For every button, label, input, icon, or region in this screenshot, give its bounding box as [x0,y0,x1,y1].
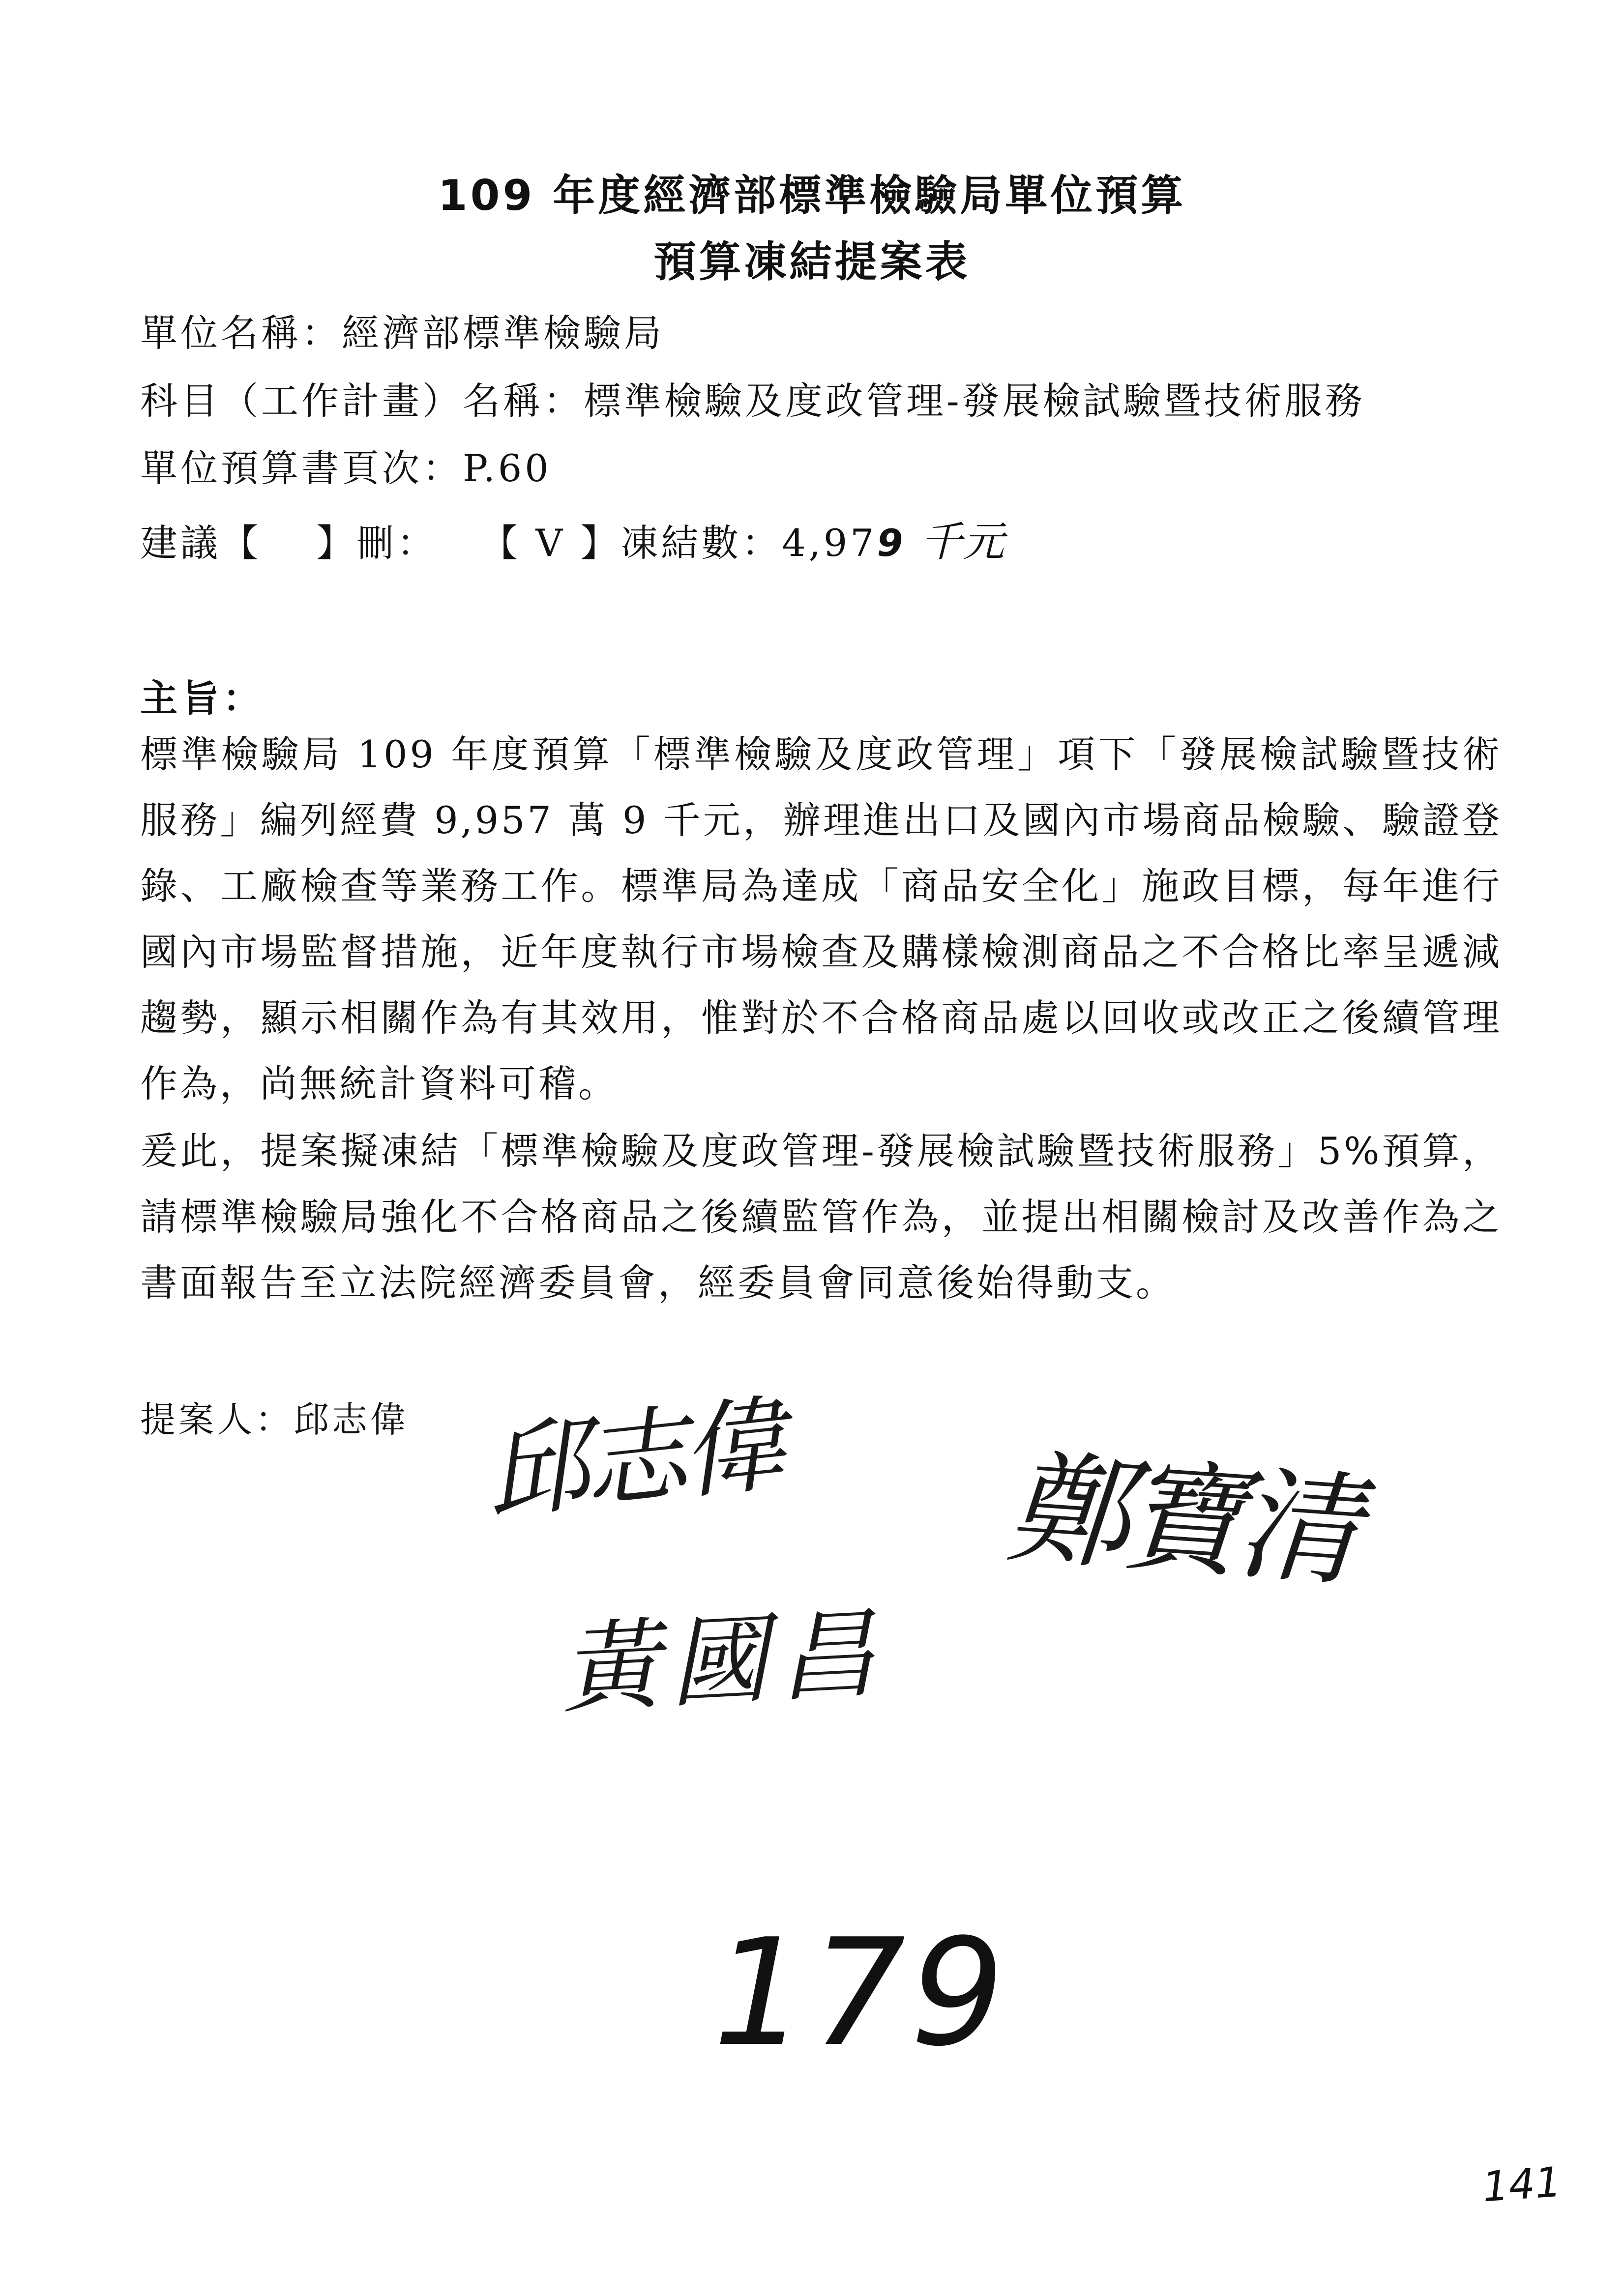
proposer-label: 提案人：邱志偉 [140,1399,409,1440]
budget-page-ref: 單位預算書頁次：P.60 [140,446,552,490]
handwritten-unit: 千元 [920,518,1005,566]
proposal-prefix: 建議【 】刪： 【 V 】凍結數：4,97 [140,521,877,565]
subject-name: 科目（工作計畫）名稱：標準檢驗及度政管理-發展檢試驗暨技術服務 [140,379,1365,423]
purpose-paragraph-2: 爰此，提案擬凍結「標準檢驗及度政管理-發展檢試驗暨技術服務」5%預算，請標準檢驗局強化不合格商品之後續監管作為，並提出相關檢討及改善作為之書面報告至立法院經濟委員會，經委員會同意後始得動支。 [140,1129,1502,1305]
purpose-heading: 主旨： [140,676,264,720]
page-number: 141 [1480,2157,1563,2211]
unit-name: 單位名稱：經濟部標準檢驗局 [140,311,664,355]
handwritten-serial-number: 179 [713,1907,1009,2079]
purpose-paragraph-1: 標準檢驗局 109 年度預算「標準檢驗及度政管理」項下「發展檢試驗暨技術服務」編列經費 9,957 萬 9 千元，辦理進出口及國內市場商品檢驗、驗證登錄、工廠檢查等業務工作。標準局為達成「商品安全化」施政目標，每年進行國內市場監督措施，近年度執行市場檢查及購樣檢測商品之不合格比率呈遞減趨勢，顯示相關作為有其效用，惟對於不合格商品處以回收或改正之後續管理作為，尚無統計資料可稽。 [140,732,1502,1105]
proposal-line [140,518,1005,566]
handwritten-digit: 9 [877,521,906,565]
document-subtitle: 預算凍結提案表 [653,237,971,287]
document-title: 109 年度經濟部標準檢驗局單位預算 [438,171,1186,220]
signature-2: 鄭寶清 [1003,1436,1357,1603]
signature-3: 黃國昌 [558,1596,888,1728]
signature-1: 邱志偉 [479,1384,786,1535]
